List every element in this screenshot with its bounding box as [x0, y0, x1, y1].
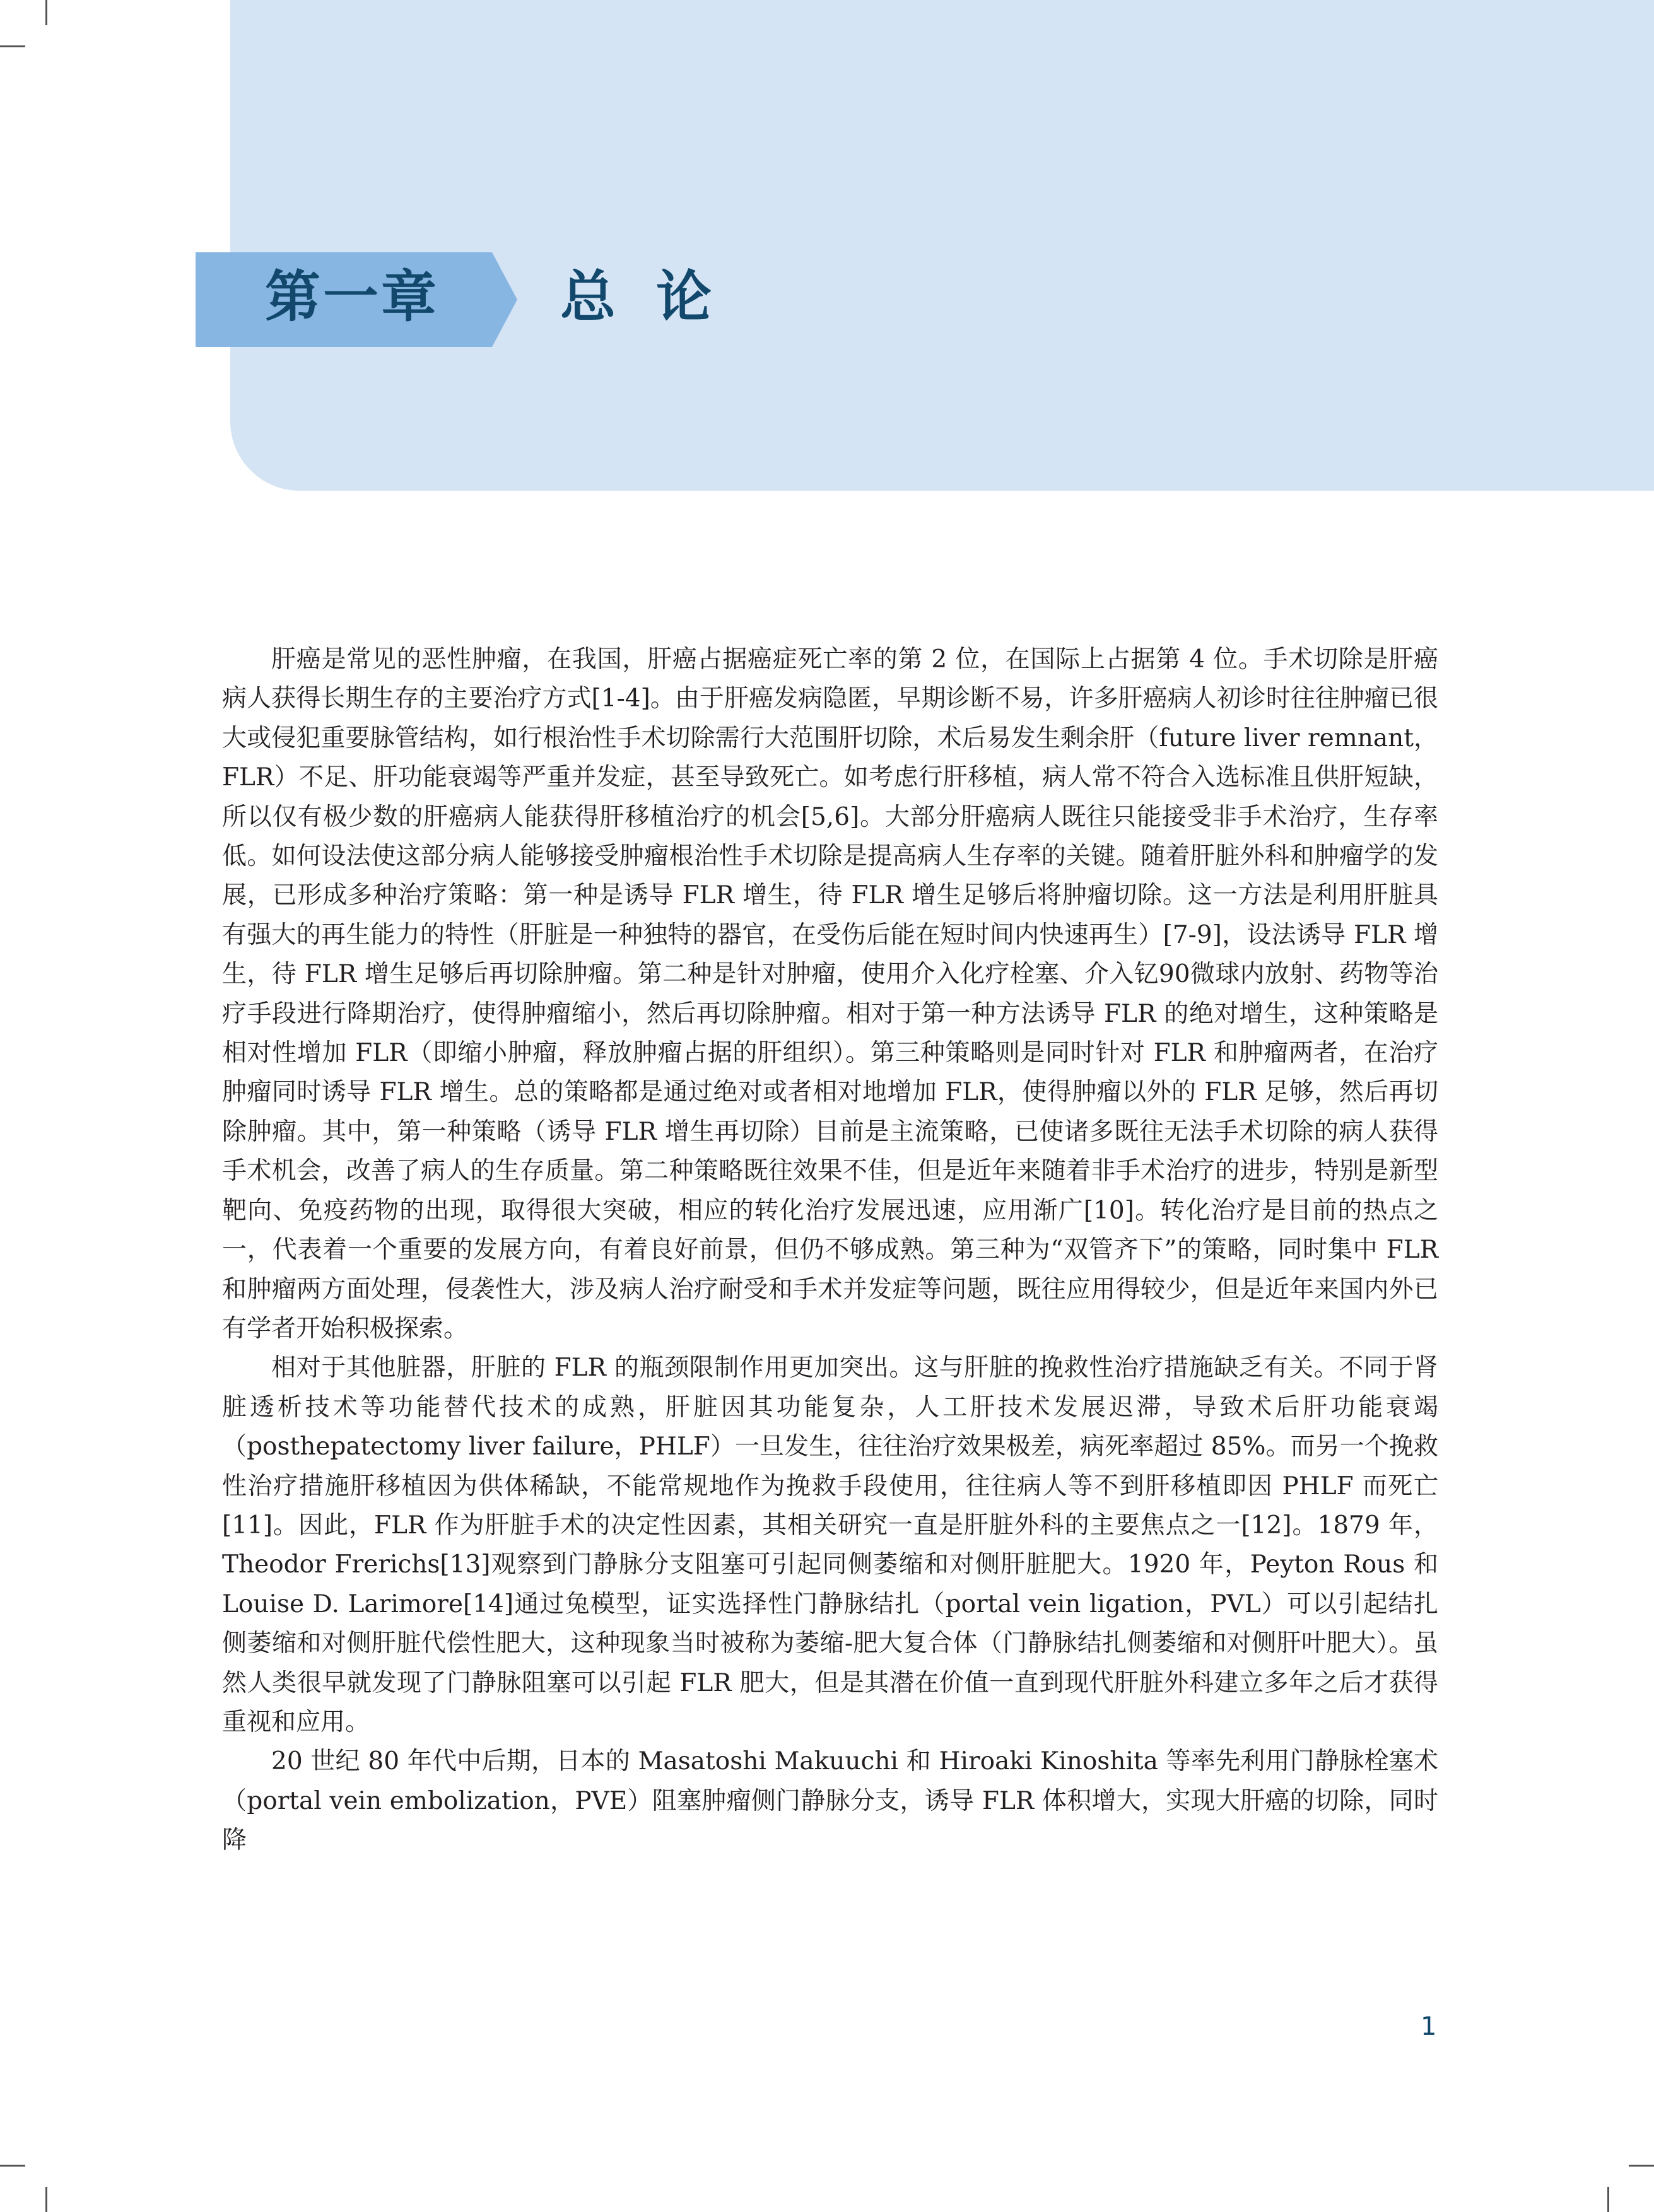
chapter-header-panel [230, 0, 1654, 491]
crop-mark-top-left-v [45, 0, 47, 25]
crop-mark-bottom-left-h [0, 2165, 25, 2167]
crop-mark-top-left-h [0, 45, 25, 47]
paragraph: 肝癌是常见的恶性肿瘤，在我国，肝癌占据癌症死亡率的第 2 位，在国际上占据第 4 位。手术切除是肝癌病人获得长期生存的主要治疗方式[1-4]。由于肝癌发病隐匿，早期诊断不易，许多肝癌病人初诊时往往肿瘤已很大或侵犯重要脉管结构，如行根治性手术切除需行大范围肝切除，术后易发生剩余肝（future liver remnant，FLR）不足、肝功能衰竭等严重并发症，甚至导致死亡。如考虑行肝移植，病人常不符合入选标准且供肝短缺，所以仅有极少数的肝癌病人能获得肝移植治疗的机会[5,6]。大部分肝癌病人既往只能接受非手术治疗，生存率低。如何设法使这部分病人能够接受肿瘤根治性手术切除是提高病人生存率的关键。随着肝脏外科和肿瘤学的发展，已形成多种治疗策略：第一种是诱导 FLR 增生，待 FLR 增生足够后将肿瘤切除。这一方法是利用肝脏具有强大的再生能力的特性（肝脏是一种独特的器官，在受伤后能在短时间内快速再生）[7-9]，设法诱导 FLR 增生，待 FLR 增生足够后再切除肿瘤。第二种是针对肿瘤，使用介入化疗栓塞、介入钇90微球内放射、药物等治疗手段进行降期治疗，使得肿瘤缩小，然后再切除肿瘤。相对于第一种方法诱导 FLR 的绝对增生，这种策略是相对性增加 FLR（即缩小肿瘤，释放肿瘤占据的肝组织）。第三种策略则是同时针对 FLR 和肿瘤两者，在治疗肿瘤同时诱导 FLR 增生。总的策略都是通过绝对或者相对地增加 FLR，使得肿瘤以外的 FLR 足够，然后再切除肿瘤。其中，第一种策略（诱导 FLR 增生再切除）目前是主流策略，已使诸多既往无法手术切除的病人获得手术机会，改善了病人的生存质量。第二种策略既往效果不佳，但是近年来随着非手术治疗的进步，特别是新型靶向、免疫药物的出现，取得很大突破，相应的转化治疗发展迅速，应用渐广[10]。转化治疗是目前的热点之一，代表着一个重要的发展方向，有着良好前景，但仍不够成熟。第三种为“双管齐下”的策略，同时集中 FLR 和肿瘤两方面处理，侵袭性大，涉及病人治疗耐受和手术并发症等问题，既往应用得较少，但是近年来国内外已有学者开始积极探索。 [222, 645, 1438, 1343]
paragraph: 20 世纪 80 年代中后期，日本的 Masatoshi Makuuchi 和 Hiroaki Kinoshita 等率先利用门静脉栓塞术（portal vein embolization，PVE）阻塞肿瘤侧门静脉分支，诱导 FLR 体积增大，实现大肝癌的切除，同时降 [222, 1747, 1438, 1855]
crop-mark-bottom-right-h [1629, 2165, 1654, 2167]
chapter-label: 第一章 [265, 264, 440, 329]
crop-mark-bottom-left-v [45, 2187, 47, 2212]
crop-mark-bottom-right-v [1607, 2187, 1609, 2212]
page-number: 1 [1421, 2012, 1437, 2041]
paragraph: 相对于其他脏器，肝脏的 FLR 的瓶颈限制作用更加突出。这与肝脏的挽救性治疗措施缺乏有关。不同于肾脏透析技术等功能替代技术的成熟，肝脏因其功能复杂，人工肝技术发展迟滞，导致术后肝功能衰竭（posthepatectomy liver failure，PHLF）一旦发生，往往治疗效果极差，病死率超过 85%。而另一个挽救性治疗措施肝移植因为供体稀缺，不能常规地作为挽救手段使用，往往病人等不到肝移植即因 PHLF 而死亡[11]。因此，FLR 作为肝脏手术的决定性因素，其相关研究一直是肝脏外科的主要焦点之一[12]。1879 年，Theodor Frerichs[13]观察到门静脉分支阻塞可引起同侧萎缩和对侧肝脏肥大。1920 年，Peyton Rous 和 Louise D. Larimore[14]通过兔模型，证实选择性门静脉结扎（portal vein ligation，PVL）可以引起结扎侧萎缩和对侧肝脏代偿性肥大，这种现象当时被称为萎缩-肥大复合体（门静脉结扎侧萎缩和对侧肝叶肥大）。虽然人类很早就发现了门静脉阻塞可以引起 FLR 肥大，但是其潜在价值一直到现代肝脏外科建立多年之后才获得重视和应用。 [222, 1354, 1438, 1736]
body-text [222, 640, 1438, 1861]
chapter-title: 总论 [560, 264, 753, 329]
